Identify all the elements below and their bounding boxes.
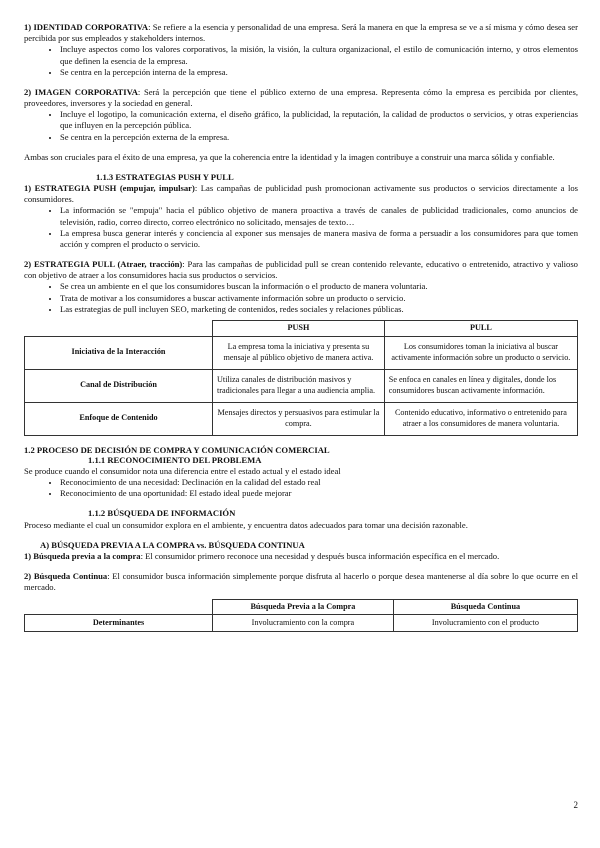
previa-text: : El consumidor primero reconoce una necesidad y después busca información específica en el mercado. (140, 550, 500, 561)
reconocimiento-intro: Se produce cuando el consumidor nota una diferencia entre el estado actual y el estado ideal (24, 465, 341, 476)
table-header-row (25, 320, 578, 336)
previa-heading: 1) Búsqueda previa a la compra (24, 550, 141, 561)
identidad-paragraph (24, 22, 578, 44)
previa-paragraph (24, 551, 578, 562)
table-row (25, 402, 578, 435)
table-cell-pull: Se enfoca en canales en línea y digitales, donde los consumidores buscan activamente información. (384, 369, 577, 402)
table-row (25, 336, 578, 369)
table-header-pull: PULL (384, 320, 577, 336)
busqueda-title: 1.1.2 BÚSQUEDA DE INFORMACIÓN (88, 508, 236, 519)
ambas-paragraph: Ambas son cruciales para el éxito de una empresa, ya que la coherencia entre la identidad y la imagen contribuye a construir una marca sólida y confiable. (24, 151, 555, 162)
list-item: • La información se "empuja" hacia el público objetivo de manera proactiva a través de canales de publicidad tradicionales, como anuncios de televisión, radio, correo directo, correo electrónico no solicitado, mensajes de texto… (60, 205, 578, 227)
table-corner (25, 320, 213, 336)
list-item: • Se centra en la percepción interna de la empresa. (60, 67, 578, 78)
imagen-list (24, 109, 578, 143)
push-text: : Las campañas de publicidad push promocionan activamente sus productos o servicios directamente a los consumidores. (24, 183, 578, 205)
list-item: • Incluye aspectos como los valores corporativos, la misión, la visión, la cultura organizacional, el estilo de comunicación interno, y otros elementos que definen la esencia de la empresa. (60, 44, 578, 66)
list-item: • Se crea un ambiente en el que los consumidores buscan la información o el producto de manera voluntaria. (60, 281, 578, 292)
imagen-heading: 2) IMAGEN CORPORATIVA (24, 86, 138, 97)
table-cell-previa: Involucramiento con la compra (213, 615, 394, 632)
table-cell-pull: Los consumidores toman la iniciativa al buscar activamente información sobre un producto o servicio. (384, 336, 577, 369)
page-number: 2 (573, 800, 578, 810)
table-cell-pull: Contenido educativo, informativo o entretenido para atraer a los consumidores de manera voluntaria. (384, 402, 577, 435)
list-item: • La empresa busca generar interés y conciencia al exponer sus mensajes de manera masiva de forma a persuadir a los consumidores para que tomen acción y compren el producto o servicio. (60, 228, 578, 250)
pull-text: : Para las campañas de publicidad pull se crean contenido relevante, educativo o entretenido, atractivo y valioso con objetivo de atraer a los consumidores hacia sus productos o servicios. (24, 259, 578, 281)
table-header-row (25, 599, 578, 615)
list-item: • Incluye el logotipo, la comunicación externa, el diseño gráfico, la publicidad, la reputación, la calidad de productos o servicios, y otras experiencias que influyen en la percepción pública. (60, 109, 578, 131)
document-page (24, 22, 578, 632)
table-cell-push: Mensajes directos y persuasivos para estimular la compra. (213, 402, 385, 435)
table-row (25, 615, 578, 632)
continua-paragraph (24, 571, 578, 593)
table-cell-continua: Involucramiento con el producto (393, 615, 577, 632)
table-row-label: Determinantes (25, 615, 213, 632)
pull-list (24, 281, 578, 315)
busqueda-table (24, 599, 578, 633)
continua-heading: 2) Búsqueda Continua (24, 571, 108, 582)
push-pull-table (24, 320, 578, 436)
continua-text: : El consumidor busca información simplemente porque disfruta al hacerlo o porque desea mantenerse al día sobre lo que ocurre en el mercado. (24, 571, 579, 593)
table-header-continua: Búsqueda Continua (393, 599, 577, 615)
busqueda-section-a: A) BÚSQUEDA PREVIA A LA COMPRA vs. BÚSQUEDA CONTINUA (40, 539, 305, 550)
list-item: • Trata de motivar a los consumidores a buscar activamente información sobre un producto o servicio. (60, 293, 578, 304)
proceso-title: 1.2 PROCESO DE DECISIÓN DE COMPRA Y COMUNICACIÓN COMERCIAL (24, 444, 330, 455)
push-heading: 1) ESTRATEGIA PUSH (empujar, impulsar) (24, 183, 195, 194)
table-row (25, 369, 578, 402)
table-header-previa: Búsqueda Previa a la Compra (213, 599, 394, 615)
list-item: • Se centra en la percepción externa de la empresa. (60, 132, 578, 143)
identidad-text: : Se refiere a la esencia y personalidad de una empresa. Será la manera en que la empresa se ve a sí misma y cómo desea ser percibida por sus empleados y stakeholders internos. (24, 22, 578, 44)
reconocimiento-list (24, 477, 578, 499)
identidad-list (24, 44, 578, 78)
push-paragraph (24, 183, 578, 205)
identidad-heading: 1) IDENTIDAD CORPORATIVA (24, 22, 149, 32)
push-pull-title: 1.1.3 ESTRATEGIAS PUSH Y PULL (96, 171, 234, 182)
table-cell-push: La empresa toma la iniciativa y presenta su mensaje al público objetivo de manera activa. (213, 336, 385, 369)
busqueda-intro: Proceso mediante el cual un consumidor explora en el ambiente, y encuentra datos adecuados para tomar una decisión razonable. (24, 519, 468, 530)
table-header-push: PUSH (213, 320, 385, 336)
push-list (24, 205, 578, 250)
imagen-text: : Será la percepción que tiene el público externo de una empresa. Representa cómo la empresa es percibida por clientes, proveedores, inversores y la sociedad en general. (24, 86, 578, 109)
pull-paragraph (24, 259, 578, 281)
list-item: • Reconocimiento de una necesidad: Declinación en la calidad del estado real (60, 477, 578, 488)
table-row-label: Iniciativa de la Interacción (25, 336, 213, 369)
table-row-label: Enfoque de Contenido (25, 402, 213, 435)
list-item: • Reconocimiento de una oportunidad: El estado ideal puede mejorar (60, 488, 578, 499)
reconocimiento-title: 1.1.1 RECONOCIMIENTO DEL PROBLEMA (88, 454, 262, 465)
list-item: • Las estrategias de pull incluyen SEO, marketing de contenidos, redes sociales y relaciones públicas. (60, 304, 578, 315)
imagen-paragraph (24, 87, 578, 109)
table-row-label: Canal de Distribución (25, 369, 213, 402)
table-corner (25, 599, 213, 615)
table-cell-push: Utiliza canales de distribución masivos y tradicionales para llegar a una audiencia amplia. (213, 369, 385, 402)
pull-heading: 2) ESTRATEGIA PULL (Atraer, tracción) (24, 259, 183, 270)
